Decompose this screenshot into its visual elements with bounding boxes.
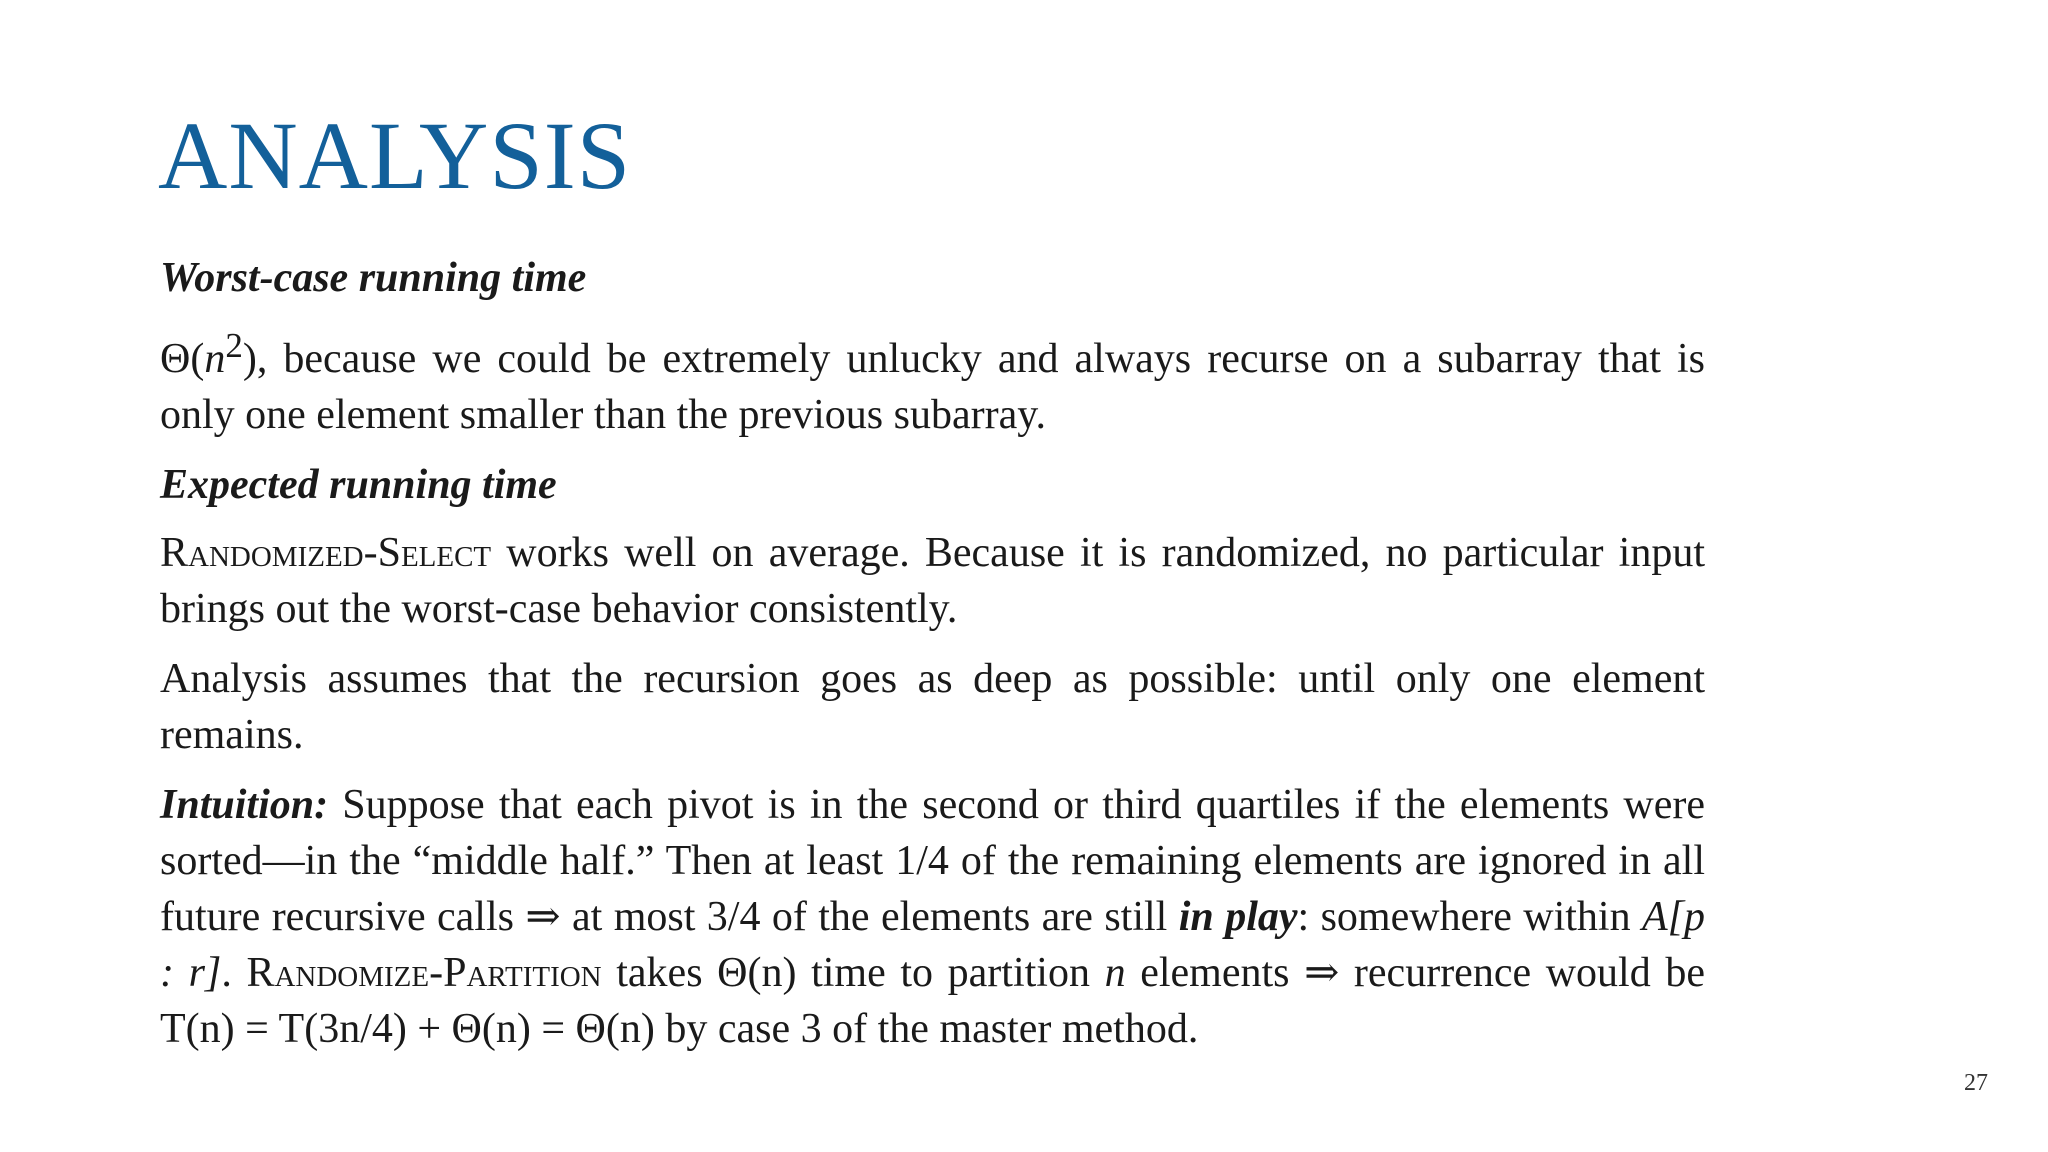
intuition-part-4: takes Θ(n) time to partition	[601, 950, 1105, 996]
n-elements-variable: n	[1104, 950, 1126, 996]
intuition-part-1: Suppose that each pivot is in the second or third quartiles if the elements were sorted—in the “middle half.” Then at least 1/4 of the remaining elements are ignored in all future recursive calls ⇒ at most 3/4 of the elements are still	[160, 782, 1705, 940]
intuition-paragraph	[160, 777, 1705, 1057]
intuition-part-5: elements ⇒ recurrence would be T(n) = T(3n/4) + Θ(n) = Θ(n) by case 3 of the master method.	[160, 950, 1705, 1052]
worst-case-heading: Worst-case running time	[160, 255, 587, 301]
expected-paragraph-2: Analysis assumes that the recursion goes as deep as possible: until only one element remains.	[160, 656, 1705, 758]
randomize-partition-name: Randomize-Partition	[246, 950, 602, 996]
exponent: 2	[225, 326, 243, 365]
slide-content	[160, 250, 1705, 1071]
expected-heading: Expected running time	[160, 462, 557, 508]
array-reference: A[p : r]	[160, 894, 1705, 996]
slide-title: ANALYSIS	[158, 102, 632, 209]
intuition-part-2: : somewhere within	[1297, 894, 1642, 940]
expected-text-1: works well on average. Because it is randomized, no particular input brings out the worst-case behavior consistently.	[160, 530, 1705, 632]
intuition-part-3: .	[221, 950, 247, 996]
n-variable: n	[204, 336, 226, 382]
intuition-label: Intuition:	[160, 782, 329, 828]
page-number: 27	[1964, 1070, 1988, 1096]
randomized-select-name: Randomized-Select	[160, 530, 492, 576]
in-play-emphasis: in play	[1178, 894, 1298, 940]
theta-close: )	[242, 336, 257, 382]
expected-paragraph-1	[160, 525, 1705, 637]
worst-case-text: , because we could be extremely unlucky and always recurse on a subarray that is only one element smaller than the previous subarray.	[160, 336, 1705, 438]
theta-open: Θ(	[160, 336, 205, 382]
worst-case-paragraph	[160, 318, 1705, 443]
